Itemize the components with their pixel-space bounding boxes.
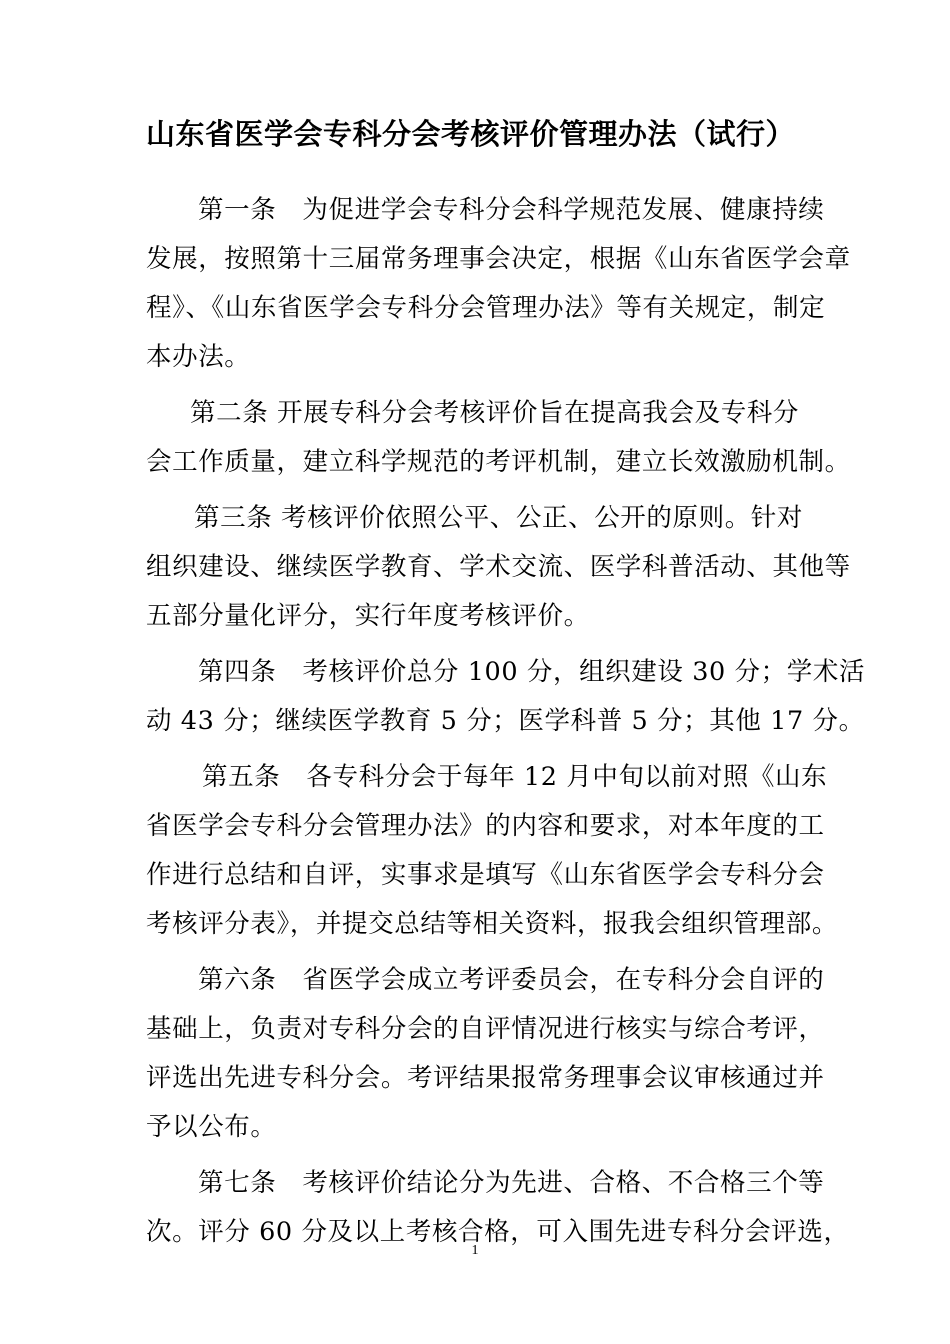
article-3: [146, 494, 851, 641]
article-5: [146, 753, 838, 949]
paragraph-line: 评选出先进专科分会。考评结果报常务理事会议审核通过并: [146, 1063, 825, 1093]
paragraph-line: 考核评分表》，并提交总结等相关资料，报我会组织管理部。: [146, 909, 838, 939]
paragraph-line: 次。评分 60 分及以上考核合格，可入围先进专科分会评选，: [146, 1217, 850, 1247]
paragraph-line: 本办法。: [146, 342, 251, 372]
paragraph-line: 会工作质量，建立科学规范的考评机制，建立长效激励机制。: [146, 447, 851, 477]
paragraph-line: 第一条 为促进学会专科分会科学规范发展、健康持续: [198, 195, 825, 225]
paragraph-line: 组织建设、继续医学教育、学术交流、医学科普活动、其他等: [146, 552, 851, 582]
article-6: [146, 956, 825, 1152]
page-number: 1: [471, 1243, 479, 1258]
paragraph-line: 第六条 省医学会成立考评委员会，在专科分会自评的: [198, 965, 825, 995]
paragraph-line: 基础上，负责对专科分会的自评情况进行核实与综合考评，: [146, 1014, 825, 1044]
paragraph-line: 第四条 考核评价总分 100 分，组织建设 30 分；学术活: [198, 657, 866, 687]
paragraph-line: 省医学会专科分会管理办法》的内容和要求，对本年度的工: [146, 811, 825, 841]
article-4: [146, 648, 866, 746]
paragraph-line: 作进行总结和自评，实事求是填写《山东省医学会专科分会: [146, 860, 825, 890]
paragraph-line: 予以公布。: [146, 1112, 277, 1142]
paragraph-line: 第二条 开展专科分会考核评价旨在提高我会及专科分: [190, 398, 800, 428]
article-2: [146, 389, 851, 487]
paragraph-line: 五部分量化评分，实行年度考核评价。: [146, 601, 590, 631]
paragraph-line: 发展，按照第十三届常务理事会决定，根据《山东省医学会章: [146, 244, 851, 274]
document-body: [146, 186, 866, 1257]
paragraph-line: 第七条 考核评价结论分为先进、合格、不合格三个等: [198, 1168, 825, 1198]
article-1: [146, 186, 851, 382]
document-title: 山东省医学会专科分会考核评价管理办法（试行）: [146, 117, 796, 151]
paragraph-line: 动 43 分；继续医学教育 5 分；医学科普 5 分；其他 17 分。: [146, 706, 865, 736]
paragraph-line: 程》、《山东省医学会专科分会管理办法》等有关规定，制定: [146, 293, 826, 323]
paragraph-line: 第三条 考核评价依照公平、公正、公开的原则。针对: [194, 503, 804, 533]
paragraph-line: 第五条 各专科分会于每年 12 月中旬以前对照《山东: [202, 762, 828, 792]
